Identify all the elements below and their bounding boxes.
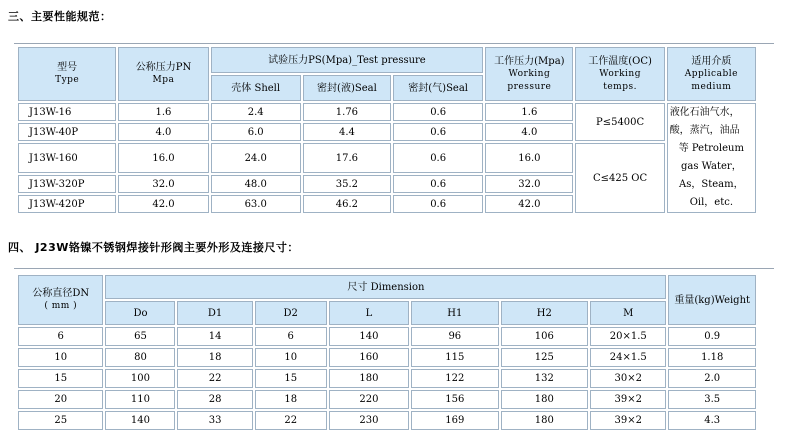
header-d1: D1 (177, 301, 252, 325)
header-working-pressure: 工作压力(Mpa) Working pressure (485, 47, 573, 101)
header-test-pressure: 试验压力PS(Mpa)_Test pressure (211, 47, 484, 73)
table-row (18, 103, 756, 121)
cell-h1: 169 (411, 411, 499, 430)
cell-working: 16.0 (485, 143, 573, 173)
table-row (18, 369, 756, 388)
header-l: L (329, 301, 409, 325)
cell-l: 180 (329, 369, 409, 388)
cell-m: 39×2 (590, 411, 666, 430)
cell-d2: 15 (255, 369, 327, 388)
cell-m: 30×2 (590, 369, 666, 388)
dimension-table (16, 273, 758, 432)
cell-d2: 18 (255, 390, 327, 409)
table-row (18, 348, 756, 367)
cell-do: 110 (105, 390, 175, 409)
cell-seal-gas: 0.6 (393, 175, 483, 193)
cell-working: 32.0 (485, 175, 573, 193)
cell-media: 液化石油气水， 酸，蒸汽，油品 等 Petroleum gas Water， As，Steam， Oil，etc. (667, 103, 756, 213)
cell-shell: 24.0 (211, 143, 301, 173)
cell-d2: 10 (255, 348, 327, 367)
cell-d1: 22 (177, 369, 252, 388)
cell-do: 80 (105, 348, 175, 367)
cell-working: 42.0 (485, 195, 573, 213)
cell-dn: 15 (18, 369, 103, 388)
cell-h1: 156 (411, 390, 499, 409)
cell-weight: 3.5 (668, 390, 756, 409)
header-dimension: 尺寸 Dimension (105, 275, 666, 299)
header-nominal-pressure: 公称压力PN Mpa (118, 47, 208, 101)
cell-seal-liquid: 17.6 (303, 143, 391, 173)
header-weight: 重量(kg)Weight (668, 275, 756, 325)
cell-m: 39×2 (590, 390, 666, 409)
cell-weight: 4.3 (668, 411, 756, 430)
cell-weight: 0.9 (668, 327, 756, 346)
cell-d2: 6 (255, 327, 327, 346)
cell-d1: 14 (177, 327, 252, 346)
cell-h2: 125 (501, 348, 589, 367)
cell-dn: 10 (18, 348, 103, 367)
cell-pn: 42.0 (118, 195, 208, 213)
cell-dn: 6 (18, 327, 103, 346)
cell-m: 20×1.5 (590, 327, 666, 346)
header-seal-liquid: 密封(液)Seal (303, 75, 391, 101)
section-4-heading: 四、 J23W铬镍不锈钢焊接针形阀主要外形及连接尺寸： (8, 241, 299, 254)
table-row (18, 143, 756, 173)
cell-pn: 32.0 (118, 175, 208, 193)
cell-dn: 25 (18, 411, 103, 430)
table-row (18, 327, 756, 346)
cell-h2: 132 (501, 369, 589, 388)
cell-weight: 2.0 (668, 369, 756, 388)
cell-pn: 4.0 (118, 123, 208, 141)
cell-d2: 22 (255, 411, 327, 430)
header-h2: H2 (501, 301, 589, 325)
cell-temp-b: C≤425 OC (575, 143, 664, 213)
header-h1: H1 (411, 301, 499, 325)
cell-h1: 96 (411, 327, 499, 346)
cell-shell: 63.0 (211, 195, 301, 213)
cell-pn: 16.0 (118, 143, 208, 173)
cell-type: J13W-420P (18, 195, 116, 213)
cell-shell: 48.0 (211, 175, 301, 193)
header-d2: D2 (255, 301, 327, 325)
cell-seal-liquid: 46.2 (303, 195, 391, 213)
header-do: Do (105, 301, 175, 325)
header-model: 型号 Type (18, 47, 116, 101)
table-row (18, 390, 756, 409)
cell-l: 220 (329, 390, 409, 409)
cell-l: 230 (329, 411, 409, 430)
cell-type: J13W-40P (18, 123, 116, 141)
cell-h2: 180 (501, 390, 589, 409)
header-dn: 公称直径DN ( mm ) (18, 275, 103, 325)
performance-spec-table (16, 45, 758, 215)
cell-seal-liquid: 1.76 (303, 103, 391, 121)
cell-m: 24×1.5 (590, 348, 666, 367)
header-media: 适用介质 Applicable medium (667, 47, 756, 101)
cell-d1: 18 (177, 348, 252, 367)
section-3-heading: 三、主要性能规范： (8, 10, 112, 23)
cell-seal-gas: 0.6 (393, 123, 483, 141)
cell-h1: 122 (411, 369, 499, 388)
cell-d1: 33 (177, 411, 252, 430)
cell-pn: 1.6 (118, 103, 208, 121)
header-seal-gas: 密封(气)Seal (393, 75, 483, 101)
cell-weight: 1.18 (668, 348, 756, 367)
cell-l: 160 (329, 348, 409, 367)
table-frame-top (14, 43, 774, 44)
cell-working: 4.0 (485, 123, 573, 141)
table-row (18, 411, 756, 430)
cell-dn: 20 (18, 390, 103, 409)
cell-temp-a: P≤5400C (575, 103, 664, 141)
cell-do: 140 (105, 411, 175, 430)
header-working-temp: 工作温度(OC) Working temps. (575, 47, 664, 101)
cell-seal-liquid: 4.4 (303, 123, 391, 141)
cell-h1: 115 (411, 348, 499, 367)
cell-h2: 106 (501, 327, 589, 346)
cell-working: 1.6 (485, 103, 573, 121)
cell-type: J13W-320P (18, 175, 116, 193)
cell-seal-gas: 0.6 (393, 195, 483, 213)
cell-d1: 28 (177, 390, 252, 409)
cell-l: 140 (329, 327, 409, 346)
cell-seal-gas: 0.6 (393, 143, 483, 173)
cell-h2: 180 (501, 411, 589, 430)
cell-seal-gas: 0.6 (393, 103, 483, 121)
cell-do: 65 (105, 327, 175, 346)
cell-type: J13W-16 (18, 103, 116, 121)
cell-seal-liquid: 35.2 (303, 175, 391, 193)
cell-shell: 6.0 (211, 123, 301, 141)
cell-shell: 2.4 (211, 103, 301, 121)
table-frame-bottom (14, 268, 774, 269)
header-shell: 壳体 Shell (211, 75, 301, 101)
cell-do: 100 (105, 369, 175, 388)
cell-type: J13W-160 (18, 143, 116, 173)
header-m: M (590, 301, 666, 325)
